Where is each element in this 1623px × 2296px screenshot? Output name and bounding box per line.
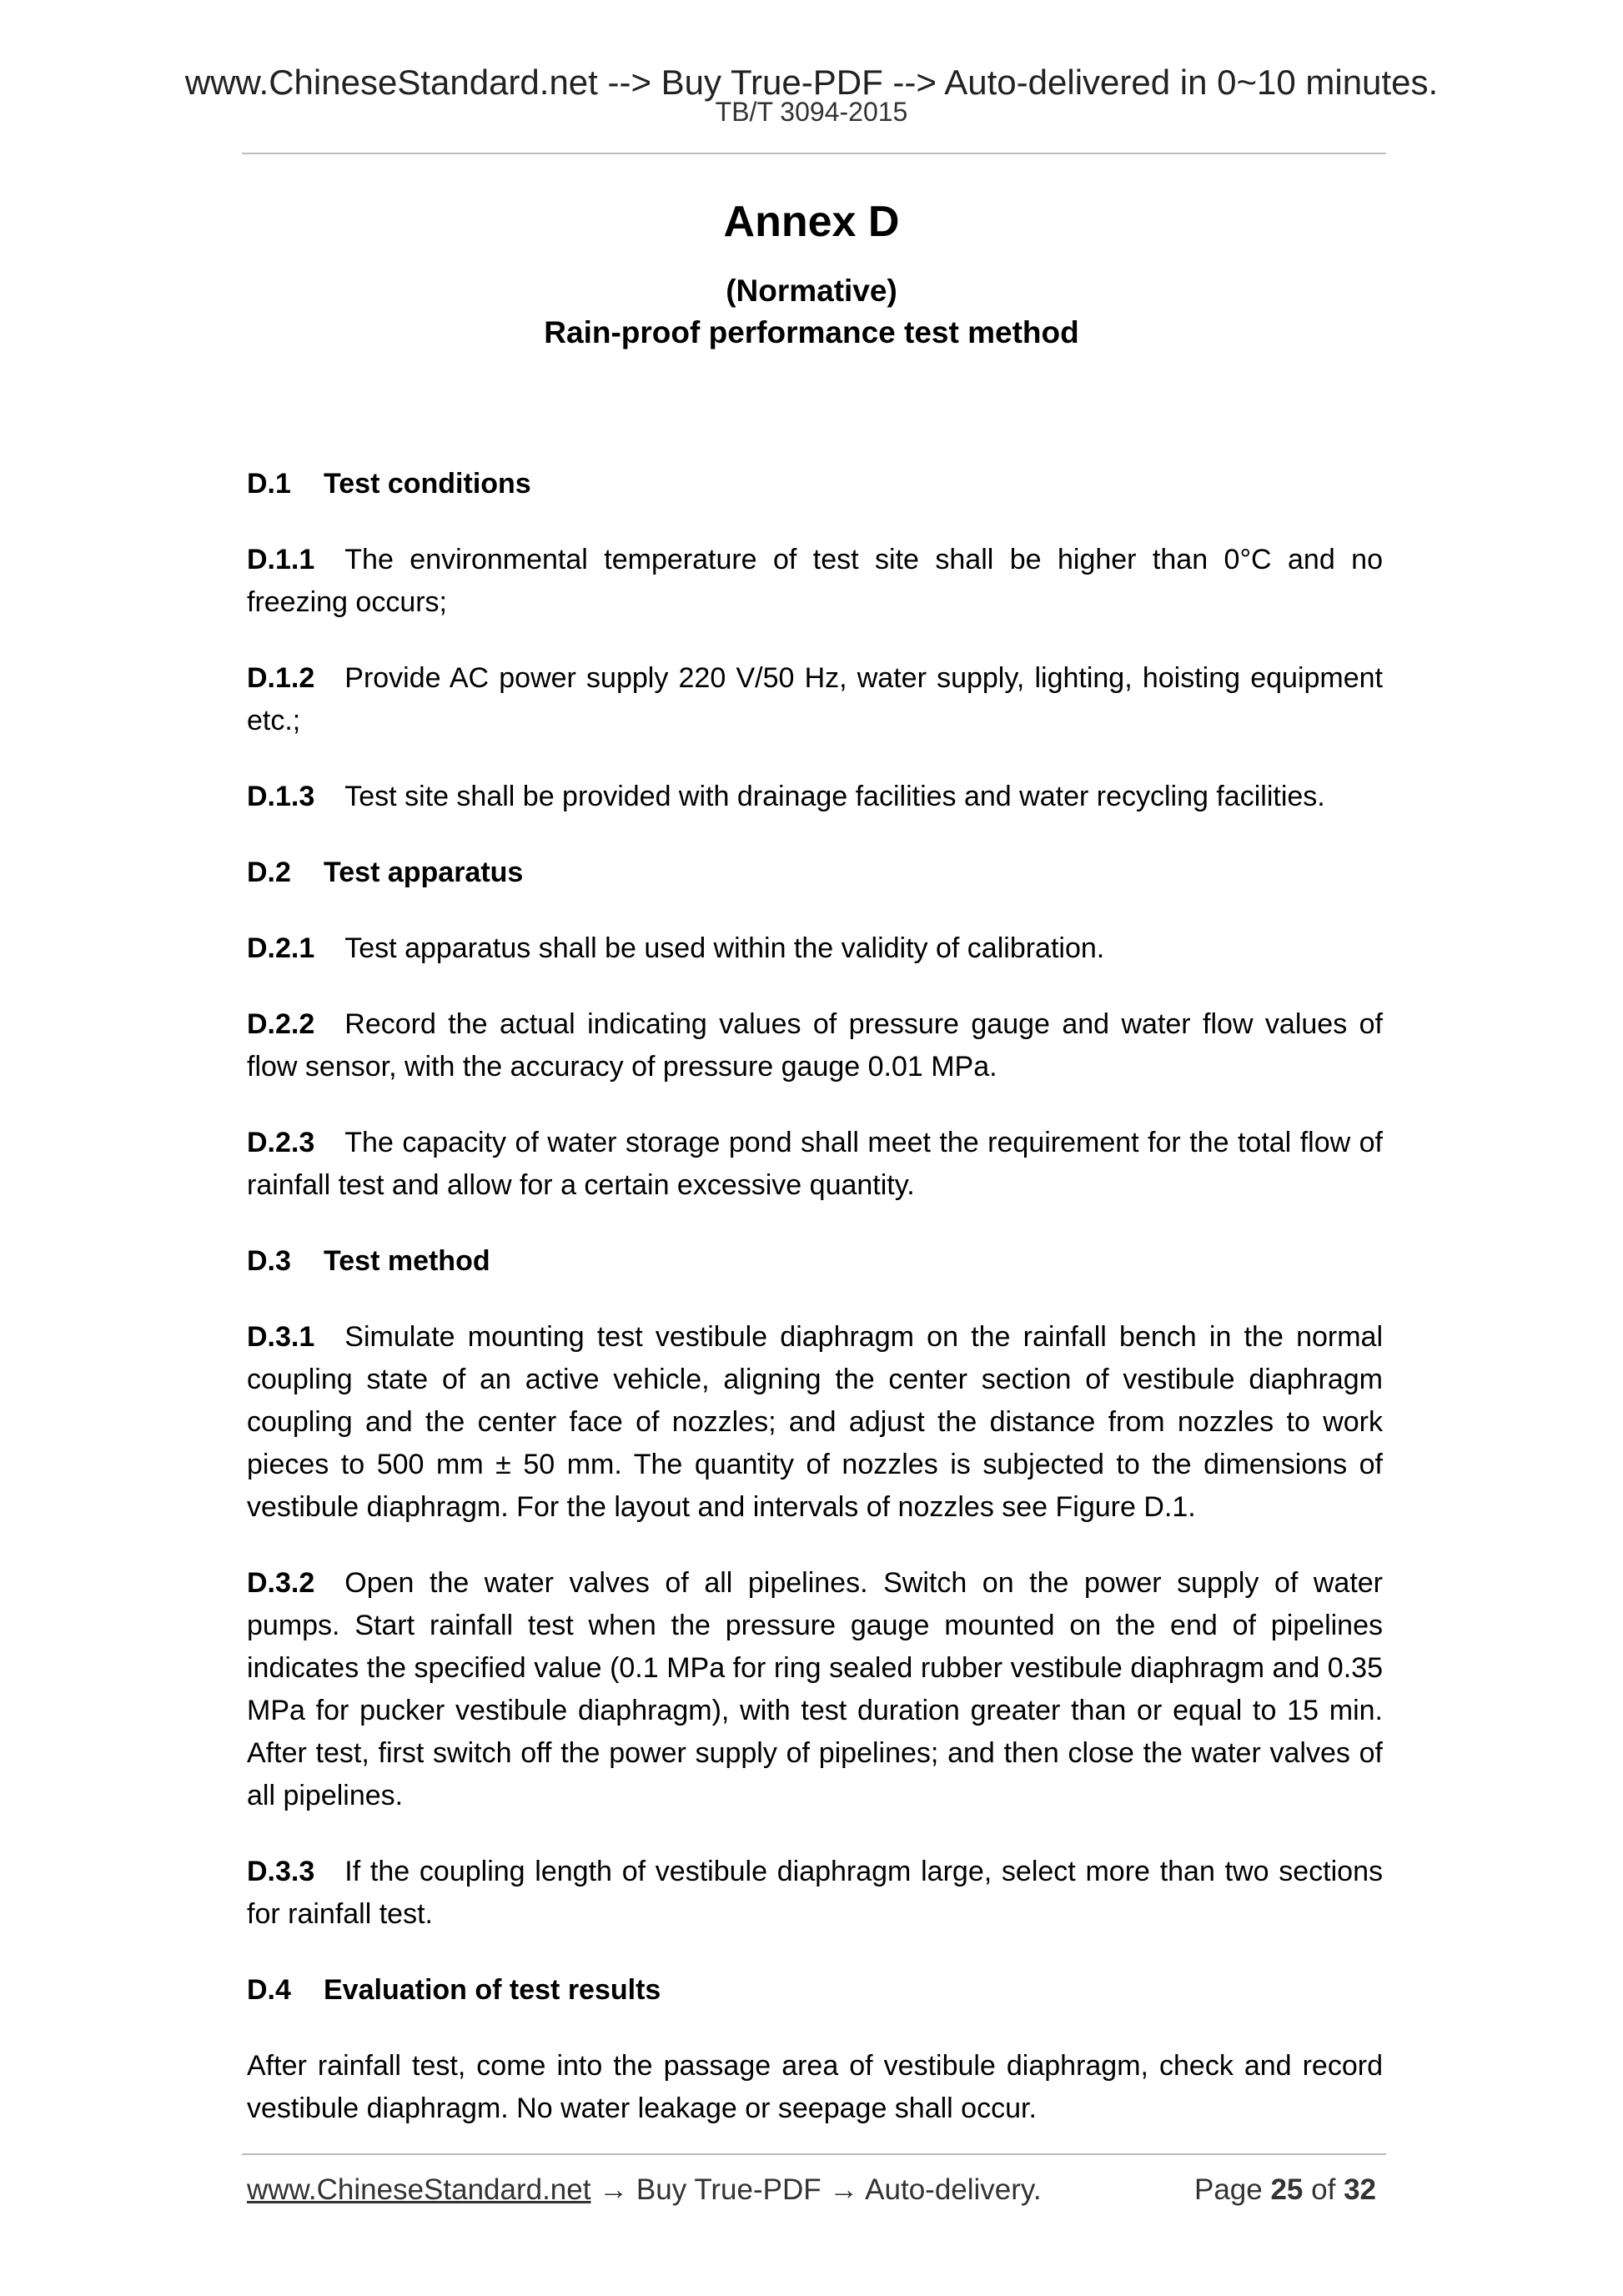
section-heading-d2 (247, 852, 1383, 894)
clause-d2-1 (247, 927, 1383, 970)
clause-number: D.3.2 (247, 1567, 315, 1599)
annex-subtitle: Rain-proof performance test method (544, 315, 1079, 349)
clause-d1-2 (247, 657, 1383, 742)
clause-number: D.3.3 (247, 1856, 315, 1887)
page-number (1194, 2175, 1376, 2204)
page-of: of (1311, 2173, 1336, 2206)
clause-text: The capacity of water storage pond shall meet the requirement for the total flow of rainfall test and allow for a certain excessive quantity. (247, 1127, 1383, 1201)
evaluation-paragraph: After rainfall test, come into the passage area of vestibule diaphragm, check and record vestibule diaphragm. No water leakage or seepage shall occur. (247, 2050, 1383, 2124)
clause-text: If the coupling length of vestibule diaphragm large, select more than two sections for rainfall test. (247, 1856, 1383, 1930)
page-footer (247, 2175, 1383, 2204)
section-number: D.4 (247, 1974, 291, 2006)
clause-number: D.2.1 (247, 932, 315, 964)
clause-number: D.1.3 (247, 781, 315, 812)
document-body (247, 463, 1383, 2163)
clause-text: The environmental temperature of test site shall be higher than 0°C and no freezing occurs; (247, 544, 1383, 618)
clause-text: Open the water valves of all pipelines. Switch on the power supply of water pumps. Start rainfall test when the pressure gauge mounted on the end of pipelines indicates the specified value (0.1 MPa for ring sealed rubber vestibule diaphragm and 0.35 MPa for pucker vestibule diaphragm), with test duration greater than or equal to 15 min. After test, first switch off the power supply of pipelines; and then close the water valves of all pipelines. (247, 1567, 1383, 1811)
clause-d1-3 (247, 776, 1383, 818)
clause-text: Record the actual indicating values of pressure gauge and water flow values of flow sensor, with the accuracy of pressure gauge 0.01 MPa. (247, 1008, 1383, 1083)
footer-divider (242, 2153, 1386, 2155)
page-total: 32 (1344, 2173, 1376, 2206)
clause-text: Simulate mounting test vestibule diaphragm on the rainfall bench in the normal coupling state of an active vehicle, aligning the center section of vestibule diaphragm coupling and the center face of nozzles; and adjust the distance from nozzles to work pieces to 500 mm ± 50 mm. The quantity of nozzles is subjected to the dimensions of vestibule diaphragm. For the layout and intervals of nozzles see Figure D.1. (247, 1321, 1383, 1523)
clause-d1-1 (247, 539, 1383, 624)
section-number: D.2 (247, 857, 291, 888)
clause-d3-3 (247, 1851, 1383, 1936)
header-divider (242, 153, 1386, 154)
section-number: D.1 (247, 468, 291, 500)
page-label: Page (1193, 2173, 1263, 2206)
clause-d2-2 (247, 1003, 1383, 1088)
section-number: D.3 (247, 1245, 291, 1277)
clause-text: Test apparatus shall be used within the validity of calibration. (344, 932, 1105, 964)
clause-d3-1 (247, 1316, 1383, 1529)
section-heading-d3 (247, 1240, 1383, 1283)
clause-d3-2 (247, 1562, 1383, 1817)
clause-number: D.2.3 (247, 1127, 315, 1158)
annex-type: (Normative) (726, 274, 897, 308)
clause-number: D.2.2 (247, 1008, 315, 1040)
section-title: Test method (324, 1245, 490, 1277)
clause-text: Test site shall be provided with drainage facilities and water recycling facilities. (344, 781, 1325, 812)
section-title: Test conditions (324, 468, 531, 500)
section-title: Evaluation of test results (324, 1974, 661, 2006)
standard-code: TB/T 3094-2015 (715, 97, 908, 127)
clause-d2-3 (247, 1122, 1383, 1207)
clause-number: D.3.1 (247, 1321, 315, 1353)
section-heading-d1 (247, 463, 1383, 505)
clause-number: D.1.2 (247, 662, 315, 694)
clause-number: D.1.1 (247, 544, 315, 575)
page-current: 25 (1270, 2173, 1304, 2206)
footer-website-link[interactable]: www.ChineseStandard.net (247, 2173, 591, 2206)
annex-title: Annex D (723, 198, 900, 246)
clause-text: Provide AC power supply 220 V/50 Hz, water supply, lighting, hoisting equipment etc.; (247, 662, 1383, 736)
footer-text: → Buy True-PDF → Auto-delivery. (590, 2173, 1042, 2206)
section-heading-d4 (247, 1969, 1383, 2012)
header-banner: www.ChineseStandard.net --> Buy True-PDF --> Auto-delivered in 0~10 minutes. (184, 63, 1439, 102)
section-title: Test apparatus (324, 857, 524, 888)
